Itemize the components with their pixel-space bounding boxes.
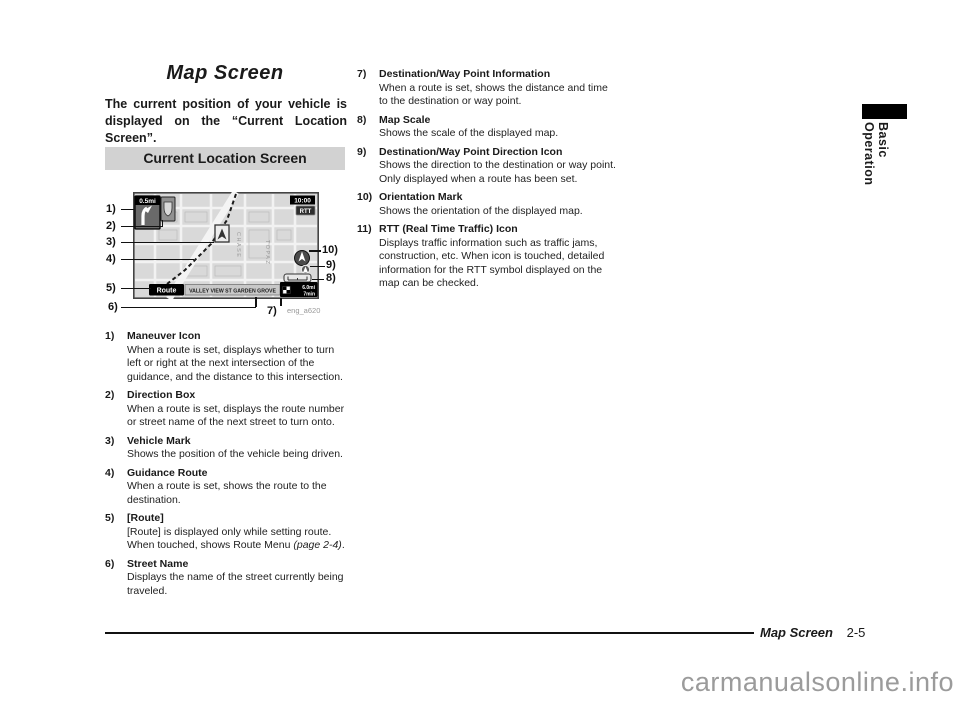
callout-4: 4) [106, 253, 116, 265]
item-desc-page-ref: (page 2-4) [293, 539, 342, 551]
item-title: Orientation Mark [379, 191, 463, 203]
footer-rule [105, 632, 754, 634]
leader-line-4 [121, 259, 194, 261]
maneuver-distance: 0.5mi [139, 198, 156, 205]
item-desc: When a route is set, shows the distance and time to the destination or way point. [379, 81, 608, 107]
list-item [357, 191, 619, 218]
item-title: Destination/Way Point Direction Icon [379, 145, 563, 158]
item-title: Map Scale [379, 113, 431, 126]
item-title: Vehicle Mark [127, 434, 191, 447]
callout-7: 7) [267, 305, 277, 317]
list-item [105, 330, 350, 384]
list-item [105, 435, 350, 462]
street-label-topaz: TOPAZ [264, 240, 270, 266]
item-number: 1) [105, 330, 115, 342]
item-list-right [357, 68, 619, 296]
item-title: Direction Box [127, 389, 196, 401]
item-desc: When a route is set, displays the route number or street name of the next street to turn onto. [127, 402, 345, 428]
destination-info-bar [280, 282, 318, 298]
callout-3: 3) [106, 236, 116, 248]
item-desc: Displays traffic information such as traffic jams, construction, etc. When icon is touched, detailed information for the RTT symbol displayed on the map can be checked. [379, 236, 605, 289]
item-number: 11) [357, 223, 372, 235]
item-number: 7) [357, 68, 367, 80]
leader-line-8 [312, 279, 324, 281]
item-number: 6) [105, 557, 115, 570]
callout-10: 10) [322, 244, 338, 256]
vehicle-mark-icon [215, 225, 229, 242]
item-number: 8) [357, 113, 367, 126]
list-item [357, 114, 619, 141]
item-title: RTT (Real Time Traffic) Icon [379, 223, 518, 235]
destination-distance: 6.0mi [302, 285, 315, 291]
item-desc: When a route is set, shows the route to the destination. [127, 480, 327, 506]
map-scale-icon [284, 274, 311, 282]
route-button [149, 284, 184, 296]
street-label-chase: CHASE [235, 232, 241, 259]
list-item [357, 223, 619, 291]
item-title: Destination/Way Point Information [379, 68, 551, 80]
clock-display [290, 196, 315, 205]
rtt-label: RTT [299, 209, 312, 215]
item-number: 4) [105, 466, 115, 479]
list-item [105, 467, 350, 508]
list-item [105, 512, 350, 553]
item-desc: Displays the name of the street currently being traveled. [127, 571, 344, 597]
leader-line-7 [280, 298, 282, 306]
waypoint-flag-icon [283, 287, 290, 294]
item-title: Street Name [127, 557, 189, 570]
chapter-tab-label: Basic Operation [862, 122, 890, 186]
item-desc: When a route is set, displays whether to turn left or right at the next intersection of the guidance, and the distance to this intersection. [127, 343, 343, 383]
item-number: 5) [105, 512, 115, 524]
footer-page-number: 2-5 [846, 625, 866, 640]
destination-time: 7min [303, 291, 315, 298]
callout-2: 2) [106, 220, 116, 232]
footer-section-title: Map Screen [760, 625, 833, 640]
chapter-tab-marker [862, 104, 907, 119]
leader-line-1 [121, 209, 134, 211]
maneuver-icon [135, 196, 160, 229]
watermark: carmanualsonline.info [680, 667, 954, 697]
rtt-icon [296, 206, 315, 215]
callout-8: 8) [326, 272, 336, 284]
route-shield-icon [164, 202, 172, 216]
list-item [357, 146, 619, 187]
leader-line-10 [309, 250, 321, 252]
item-title: Guidance Route [127, 466, 208, 479]
item-desc-text: [Route] is displayed only while setting route. When touched, shows Route Menu [127, 525, 332, 551]
list-item [105, 558, 350, 599]
item-desc-period: . [341, 539, 345, 551]
route-button-label: Route [156, 287, 177, 295]
direction-box [161, 197, 175, 221]
leader-line-6b [255, 297, 257, 307]
callout-1: 1) [106, 203, 116, 215]
callout-6: 6) [108, 301, 118, 313]
leader-line-9 [310, 266, 325, 268]
item-list-left [105, 330, 350, 603]
leader-line-2b [162, 220, 164, 226]
leader-line-2 [121, 226, 163, 228]
list-item [357, 68, 619, 109]
item-desc: Shows the direction to the destination or way point. Only displayed when a route has been set. [379, 159, 616, 185]
item-title: [Route] [127, 512, 164, 524]
callout-5: 5) [106, 282, 116, 294]
item-number: 2) [105, 389, 115, 401]
item-desc: Shows the orientation of the displayed map. [379, 204, 583, 217]
street-name-label: VALLEY VIEW ST GARDEN GROVE [189, 288, 276, 295]
list-item [105, 389, 350, 430]
street-name-bar [185, 285, 280, 296]
item-desc: Shows the scale of the displayed map. [379, 127, 559, 139]
item-number: 9) [357, 145, 367, 158]
item-number: 3) [105, 434, 115, 447]
figure-heading: Current Location Screen [105, 147, 345, 170]
page-title: Map Screen [166, 62, 284, 84]
footer [760, 625, 865, 640]
item-number: 10) [357, 191, 373, 203]
item-desc: Shows the position of the vehicle being driven. [127, 448, 343, 460]
destination-direction-icon [301, 265, 309, 273]
orientation-mark-icon [295, 251, 310, 266]
current-location-screen-figure [133, 192, 319, 299]
clock-time: 10:00 [294, 197, 311, 205]
leader-line-5 [121, 288, 151, 290]
figure-caption: eng_a620 [287, 306, 321, 315]
intro-paragraph: The current position of your vehicle is displayed on the “Current Location Screen”. [105, 97, 347, 145]
item-title: Maneuver Icon [127, 330, 201, 342]
leader-line-3 [121, 242, 214, 244]
leader-line-6 [121, 307, 256, 309]
callout-9: 9) [326, 259, 336, 271]
item-desc [127, 526, 350, 553]
